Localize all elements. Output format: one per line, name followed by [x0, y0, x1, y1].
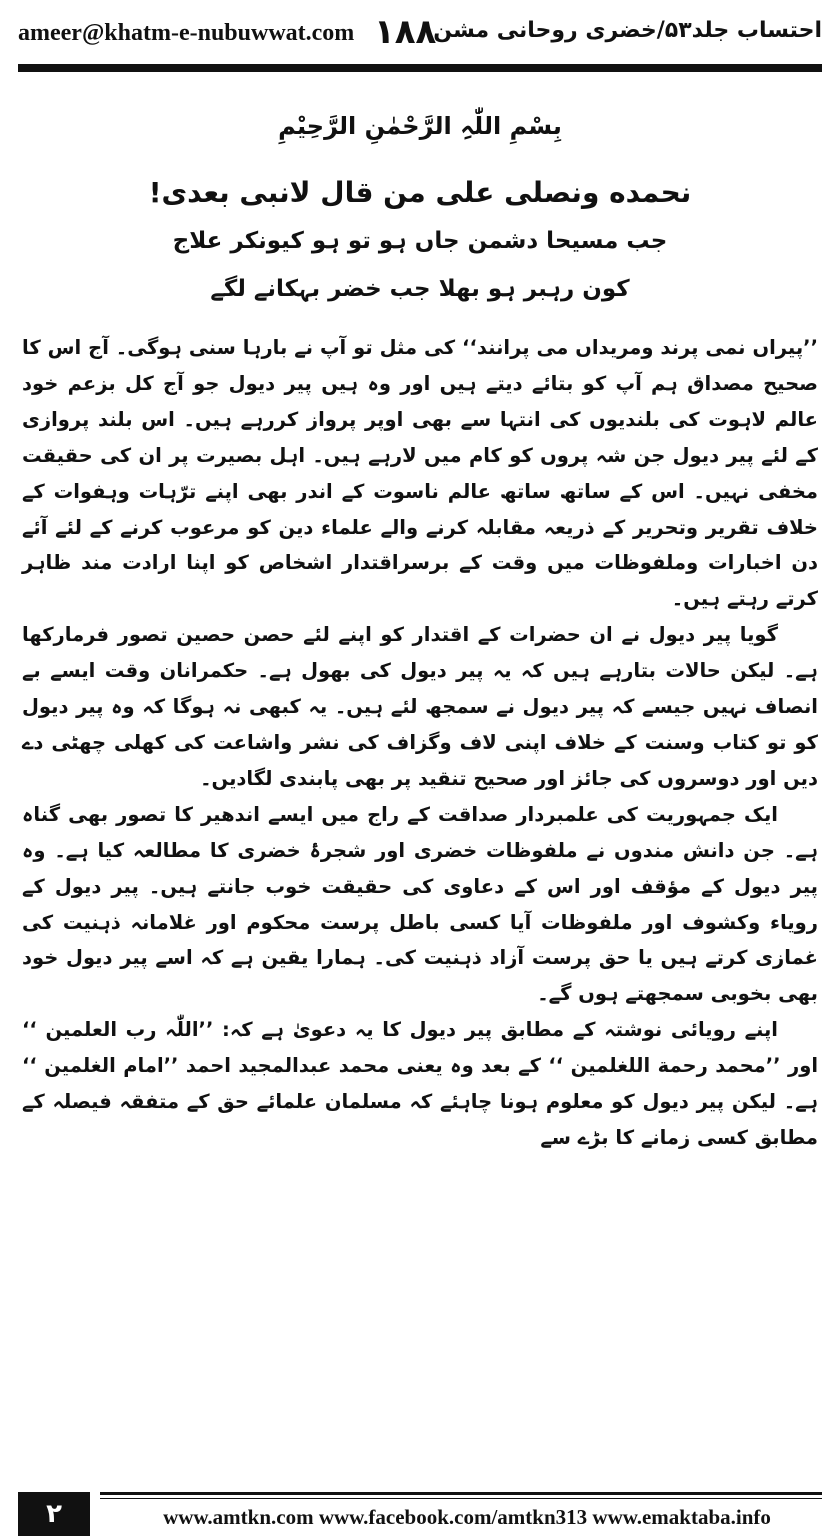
- paragraph-3: ایک جمہوریت کی علمبردار صداقت کے راج میں ایسے اندھیر کا تصور بھی گناہ ہے۔ جن دانش مندوں نے ملفوظات خضری اور شجرۂ خضری کا مطالعہ کیا ہے۔ وہ پیر دیول کے مؤقف اور اس کے دعاوی کی حقیقت خوب جانتے ہیں۔ پیر دیول کے رویاء وکشوف اور ملفوظات آیا کسی باطل پرست محکوم اور غلامانہ ذہنیت کی غمازی کرتے ہیں یا حق پرست آزاد ذہنیت کی۔ ہمارا یقین ہے کہ اسے پیر دیول خود بھی بخوبی سمجھتے ہوں گے۔: [22, 802, 818, 1006]
- page-header: [18, 12, 822, 56]
- article-body: [22, 330, 818, 1156]
- footer-rule-thin: [100, 1498, 822, 1499]
- verse-line-2: جب مسیحا دشمن جاں ہو تو ہو کیونکر علاج: [172, 228, 668, 254]
- header-rule: [18, 64, 822, 72]
- footer-links: www.amtkn.com www.facebook.com/amtkn313 www.emaktaba.info: [163, 1505, 771, 1529]
- paragraph-2: گویا پیر دیول نے ان حضرات کے اقتدار کو اپنے لئے حصن حصین تصور فرمارکھا ہے۔ لیکن حالات بتارہے ہیں کہ یہ پیر دیول کی بھول ہے۔ حکمرانان وقت ایسے بے انصاف نہیں جیسے کہ پیر دیول نے سمجھ لئے ہیں۔ یہ کبھی نہ ہوگا کہ وہ پیر دیول کو تو کتاب وسنت کے خلاف اپنی لاف وگزاف کی نشر واشاعت کی کھلی چھٹی دے دیں اور دوسروں کی جائز اور صحیح تنقید پر بھی پابندی لگادیں۔: [22, 623, 818, 790]
- header-email: ameer@khatm-e-nubuwwat.com: [18, 20, 355, 46]
- bismillah: بِسْمِ اللّٰہِ الرَّحْمٰنِ الرَّحِیْمِ: [278, 112, 562, 140]
- header-title: احتساب جلد۵۳/خضری روحانی مشن: [433, 18, 822, 43]
- verse-line-3: کون رہبر ہو بھلا جب خضر بہکانے لگے: [210, 276, 630, 302]
- footer-rule: [100, 1492, 822, 1495]
- paragraph-1: ’’پیراں نمی پرند ومریداں می پرانند‘‘ کی مثل تو آپ نے بارہا سنی ہوگی۔ آج اس کا صحیح مصداق ہم آپ کو بتائے دیتے ہیں اور وہ ہیں پیر دیول جو آج کل بزعم خود عالم لاہوت کی بلندیوں کی انتہا سے بھی اوپر پرواز کررہے ہیں۔ اس بلند پروازی کے لئے پیر دیول جن شہ پروں کو کام میں لارہے ہیں۔ اہل بصیرت پر ان کی حقیقت مخفی نہیں۔ اس کے ساتھ ساتھ عالم ناسوت کے اندر بھی اپنے ترّہات وہفوات کے خلاف تقریر وتحریر کے ذریعہ مقابلہ کرنے والے علماء دین کو مرعوب کرنے کے لئے آئے دن اخبارات وملفوظات میں وقت کے برسراقتدار اشخاص کو اپنا ارادت مند ظاہر کرتے رہتے ہیں۔: [22, 336, 818, 611]
- header-page-number: ۱۸۸: [374, 12, 437, 52]
- footer-page-box: ۲: [18, 1492, 90, 1536]
- verse-line-1: نحمده ونصلی علی من قال لانبی بعدی!: [148, 176, 692, 209]
- paragraph-4: اپنے رویائی نوشتہ کے مطابق پیر دیول کا یہ دعویٰ ہے کہ: ’’اللّٰہ رب العلمین ‘‘ اور ’’محمد رحمة اللغلمین ‘‘ کے بعد وہ یعنی محمد عبدالمجید احمد ’’امام الغلمین ‘‘ ہے۔ لیکن پیر دیول کو معلوم ہونا چاہئے کہ مسلمان علمائے حق کے متفقہ فیصلہ کے مطابق کسی زمانے کا بڑے سے: [22, 1018, 818, 1149]
